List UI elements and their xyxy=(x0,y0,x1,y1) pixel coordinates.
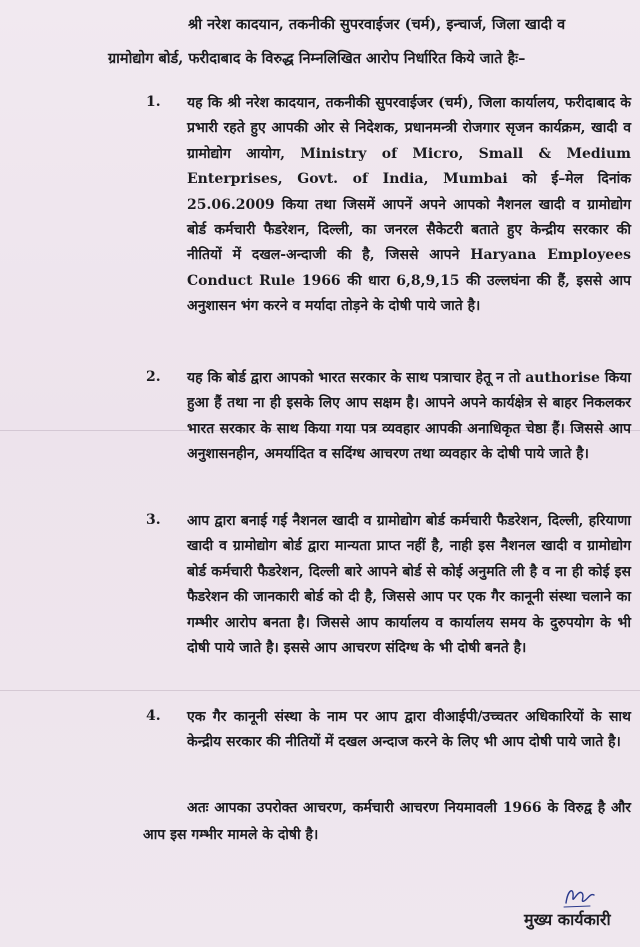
charge-text: यह कि बोर्ड द्वारा आपको भारत सरकार के साथ पत्राचार हेतू न तो authorise किया हुआ हैं तथा ना ही इसके लिए आप सक्षम है। आपने अपने कार्यक्षेत्र से बाहर निकलकर भारत सरकार के साथ किया गया पत्र व्यवहार आपकी अनाधिकृत चेष्ठा हैं। जिससे आप अनुशासनहीन, अमर्यादित व सदिंग्ध आचरण तथा व्यवहार के दोषी पाये जाते है। xyxy=(187,370,631,463)
charge-number: 4. xyxy=(146,708,161,724)
paper-fold-line xyxy=(0,690,640,691)
charge-text: आप द्वारा बनाई गई नैशनल खादी व ग्रामोद्योग बोर्ड कर्मचारी फैडरेशन, दिल्ली, हरियाणा खादी व ग्रामोद्योग बोर्ड द्वारा मान्यता प्राप्त नहीं है, नाही इस नैशनल खादी व ग्रामोद्योग बोर्ड कर्मचारी फैडरेशन, दिल्ली बारे आपने बोर्ड से कोई अनुमति ली है व ना ही कोई इस फैडरेशन की जानकारी बोर्ड को दी है, जिससे आप पर एक गैर कानूनी संस्था चलाने का गम्भीर आरोप बनता है। जिससे आप कार्यालय व कार्यालय समय के दुरुपयोग के भी दोषी पाये जाते है। इससे आप आचरण संदिग्ध के भी दोषी बनते है। xyxy=(187,513,631,657)
signatory-title: मुख्य कार्यकारी xyxy=(524,910,611,929)
handwritten-signature xyxy=(560,883,600,911)
charge-number: 2. xyxy=(146,369,161,385)
charge-number: 1. xyxy=(146,94,161,110)
charge-text: एक गैर कानूनी संस्था के नाम पर आप द्वारा वीआईपी/उच्चतर अधिकारियों के साथ केन्द्रीय सरकार की नीतियों में दखल अन्दाज करने के लिए भी आप दोषी पाये जाते है। xyxy=(187,709,631,751)
charge-text: यह कि श्री नरेश कादयान, तकनीकी सुपरवाईजर (चर्म), जिला कार्यालय, फरीदाबाद के प्रभारी रहते हुए आपकी ओर से निदेशक, प्रधानमन्त्री रोजगार सृजन कार्यक्रम, खादी व ग्रामोद्योग आयोग, Ministry of Micro, Small & Medium Enterprises, Govt. of India, Mumbai को ई–मेल दिनांक 25.06.2009 किया तथा जिसमें आपनें अपने आपको नैशनल खादी व ग्रामोद्योग बोर्ड कर्मचारी फैडरेशन, दिल्ली, का जनरल सैकेटरी बताते हुए केन्द्रीय सरकार की नीतियों में दखल-अन्दाजी की है, जिससे आपने Haryana Employees Conduct Rule 1966 की धारा 6,8,9,15 की उल्लघंना की हैं, इससे आप अनुशासन भंग करने व मर्यादा तोड़ने के दोषी पाये जाते है। xyxy=(187,95,631,315)
intro-line-2: ग्रामोद्योग बोर्ड, फरीदाबाद के विरुद्ध निम्नलिखित आरोप निर्धारित किये जाते हैः– xyxy=(108,50,526,67)
charge-number: 3. xyxy=(146,512,161,528)
closing-lead: अतः आपका उपरोक्त आचरण, कर्मचारी आचरण नियमावली 1966 के xyxy=(187,800,559,816)
intro-line-1: श्री नरेश कादयान, तकनीकी सुपरवाईजर (चर्म), इन्चार्ज, जिला खादी व xyxy=(188,16,566,33)
closing-rest: विरुद्व है और आप इस गम्भीर मामले के दोषी है। xyxy=(143,800,632,843)
intro-heading xyxy=(108,8,623,76)
closing-statement xyxy=(143,795,631,849)
